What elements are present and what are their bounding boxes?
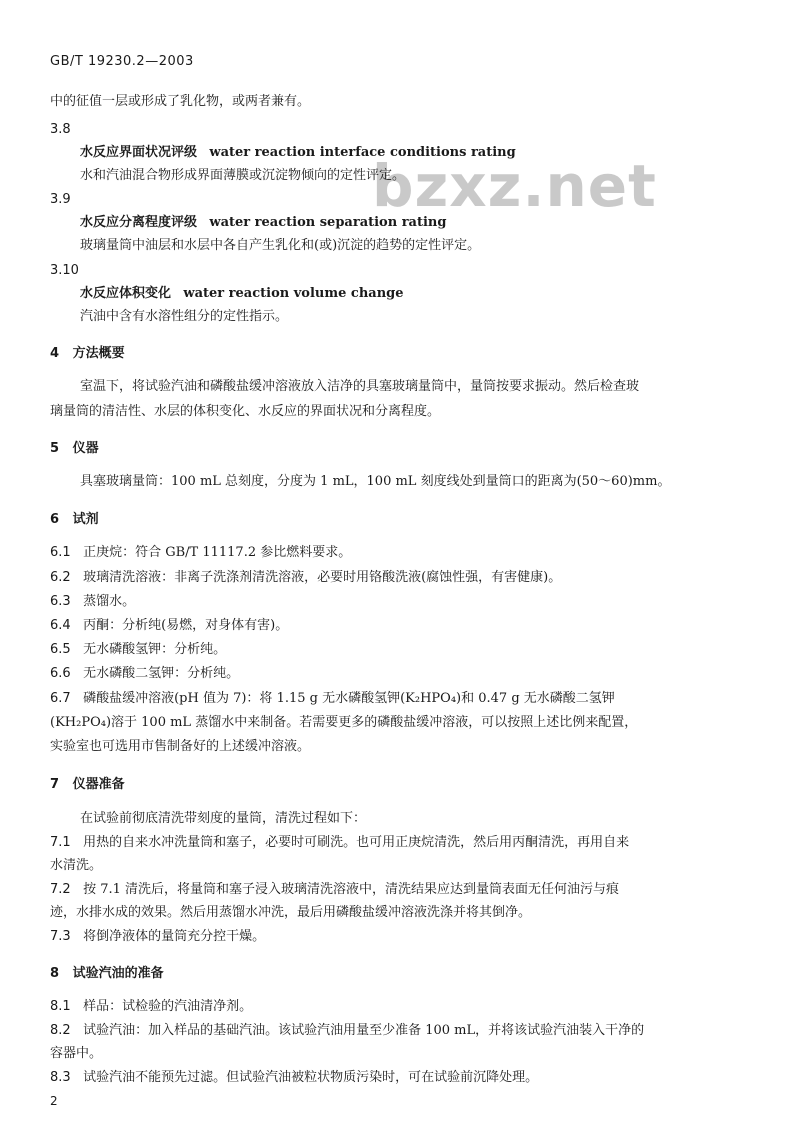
item-7-2-text-line1: 按 7.1 清洗后，将量筒和塞子浸入玻璃清洗溶液中，清洗结果应达到量筒表面无任何油污与痕	[83, 882, 620, 897]
item-6-2-text: 玻璃清洗溶液：非离子洗涤剂清洗溶液，必要时用铬酸洗液(腐蚀性强，有害健康)。	[83, 570, 562, 585]
item-7-1-text-line2: 水清洗。	[50, 858, 103, 873]
item-6-3-text: 蒸馏水。	[83, 594, 136, 609]
item-8-2-line1	[50, 1022, 644, 1040]
def-3-10-term-en: water reaction volume change	[183, 286, 404, 301]
def-3-9-number: 3.9	[50, 192, 71, 207]
item-6-4-text: 丙酮：分析纯(易燃，对身体有害)。	[83, 618, 289, 633]
section-7-number: 7	[50, 777, 60, 792]
def-3-10-term	[80, 285, 404, 303]
def-3-9-desc: 玻璃量筒中油层和水层中各自产生乳化和(或)沉淀的趋势的定性评定。	[80, 238, 481, 253]
def-3-10-desc: 汽油中含有水溶性组分的定性指示。	[80, 309, 289, 324]
item-7-3	[50, 928, 265, 946]
section-6-number: 6	[50, 512, 60, 527]
def-3-9-term-zh: 水反应分离程度评级	[80, 215, 198, 230]
item-6-1	[50, 544, 351, 562]
item-6-7-line1	[50, 690, 615, 708]
def-3-8-term-zh: 水反应界面状况评级	[80, 145, 198, 160]
item-8-1-number: 8.1	[50, 999, 71, 1014]
prev-definition-continuation: 中的征值一层或形成了乳化物，或两者兼有。	[50, 94, 311, 109]
item-6-2	[50, 569, 561, 587]
item-7-1-text-line1: 用热的自来水冲洗量筒和塞子，必要时可刷洗。也可用正庚烷清洗，然后用丙酮清洗，再用自来	[83, 835, 630, 850]
section-4-text-line2: 璃量筒的清洁性、水层的体积变化、水反应的界面状况和分离程度。	[50, 404, 441, 419]
def-3-10-term-zh: 水反应体积变化	[80, 286, 172, 301]
item-6-6-text: 无水磷酸二氢钾：分析纯。	[83, 666, 240, 681]
def-3-10-number: 3.10	[50, 263, 79, 278]
def-3-8-number: 3.8	[50, 122, 71, 137]
item-6-5-number: 6.5	[50, 642, 71, 657]
section-7-title: 仪器准备	[72, 777, 125, 792]
section-5-title: 仪器	[72, 441, 99, 456]
section-4-title: 方法概要	[72, 346, 125, 361]
item-6-1-text: 正庚烷：符合 GB/T 11117.2 参比燃料要求。	[83, 545, 352, 560]
item-6-4	[50, 617, 288, 635]
def-3-8-desc: 水和汽油混合物形成界面薄膜或沉淀物倾向的定性评定。	[80, 168, 406, 183]
section-5-heading	[50, 440, 99, 458]
item-6-7-text-line2: (KH₂PO₄)溶于 100 mL 蒸馏水中来制备。若需要更多的磷酸盐缓冲溶液，可以按照上述比例来配置，	[50, 715, 638, 730]
section-7-heading	[50, 776, 125, 794]
item-7-2-number: 7.2	[50, 882, 71, 897]
section-8-heading	[50, 965, 164, 983]
item-6-4-number: 6.4	[50, 618, 71, 633]
item-6-6	[50, 665, 239, 683]
item-6-2-number: 6.2	[50, 570, 71, 585]
item-8-3	[50, 1069, 538, 1087]
def-3-9-term-en: water reaction separation rating	[209, 215, 447, 230]
item-7-3-number: 7.3	[50, 929, 71, 944]
section-5-number: 5	[50, 441, 60, 456]
item-6-3	[50, 593, 135, 611]
item-7-1-line1	[50, 834, 629, 852]
section-4-text-line1: 室温下，将试验汽油和磷酸盐缓冲溶液放入洁净的具塞玻璃量筒中，量筒按要求振动。然后检查玻	[80, 379, 640, 394]
item-8-1	[50, 998, 252, 1016]
section-6-title: 试剂	[72, 512, 99, 527]
item-7-1-number: 7.1	[50, 835, 71, 850]
item-6-7-number: 6.7	[50, 691, 71, 706]
item-8-2-text-line2: 容器中。	[50, 1046, 103, 1061]
watermark-text: bzxz.net	[372, 152, 657, 220]
item-8-3-number: 8.3	[50, 1070, 71, 1085]
item-6-6-number: 6.6	[50, 666, 71, 681]
def-3-8-term-en: water reaction interface conditions rating	[209, 145, 516, 160]
section-4-number: 4	[50, 346, 60, 361]
item-7-2-line1	[50, 881, 619, 899]
item-8-2-text-line1: 试验汽油：加入样品的基础汽油。该试验汽油用量至少准备 100 mL，并将该试验汽油装入干净的	[83, 1023, 645, 1038]
item-6-5-text: 无水磷酸氢钾：分析纯。	[83, 642, 227, 657]
item-6-3-number: 6.3	[50, 594, 71, 609]
section-4-heading	[50, 345, 125, 363]
section-8-title: 试验汽油的准备	[72, 966, 164, 981]
item-8-1-text: 样品：试检验的汽油清净剂。	[83, 999, 253, 1014]
item-6-7-text-line3: 实验室也可选用市售制备好的上述缓冲溶液。	[50, 739, 311, 754]
def-3-8-term	[80, 144, 516, 162]
item-6-5	[50, 641, 226, 659]
standard-code-header: GB/T 19230.2—2003	[50, 54, 194, 69]
page-number: 2	[50, 1094, 58, 1108]
item-8-2-number: 8.2	[50, 1023, 71, 1038]
def-3-9-term	[80, 214, 446, 232]
section-5-text: 具塞玻璃量筒：100 mL 总刻度，分度为 1 mL，100 mL 刻度线处到量筒口的距离为(50～60)mm。	[80, 474, 671, 489]
item-7-2-text-line2: 迹，水排水成的效果。然后用蒸馏水冲洗，最后用磷酸盐缓冲溶液洗涤并将其倒净。	[50, 905, 532, 920]
section-6-heading	[50, 511, 99, 529]
section-7-intro: 在试验前彻底清洗带刻度的量筒，清洗过程如下：	[80, 811, 367, 826]
item-6-1-number: 6.1	[50, 545, 71, 560]
item-8-3-text: 试验汽油不能预先过滤。但试验汽油被粒状物质污染时，可在试验前沉降处理。	[83, 1070, 539, 1085]
item-7-3-text: 将倒净液体的量筒充分控干燥。	[83, 929, 266, 944]
section-8-number: 8	[50, 966, 60, 981]
item-6-7-text-line1: 磷酸盐缓冲溶液(pH 值为 7)：将 1.15 g 无水磷酸氢钾(K₂HPO₄)和 0.47 g 无水磷酸二氢钾	[83, 691, 615, 706]
